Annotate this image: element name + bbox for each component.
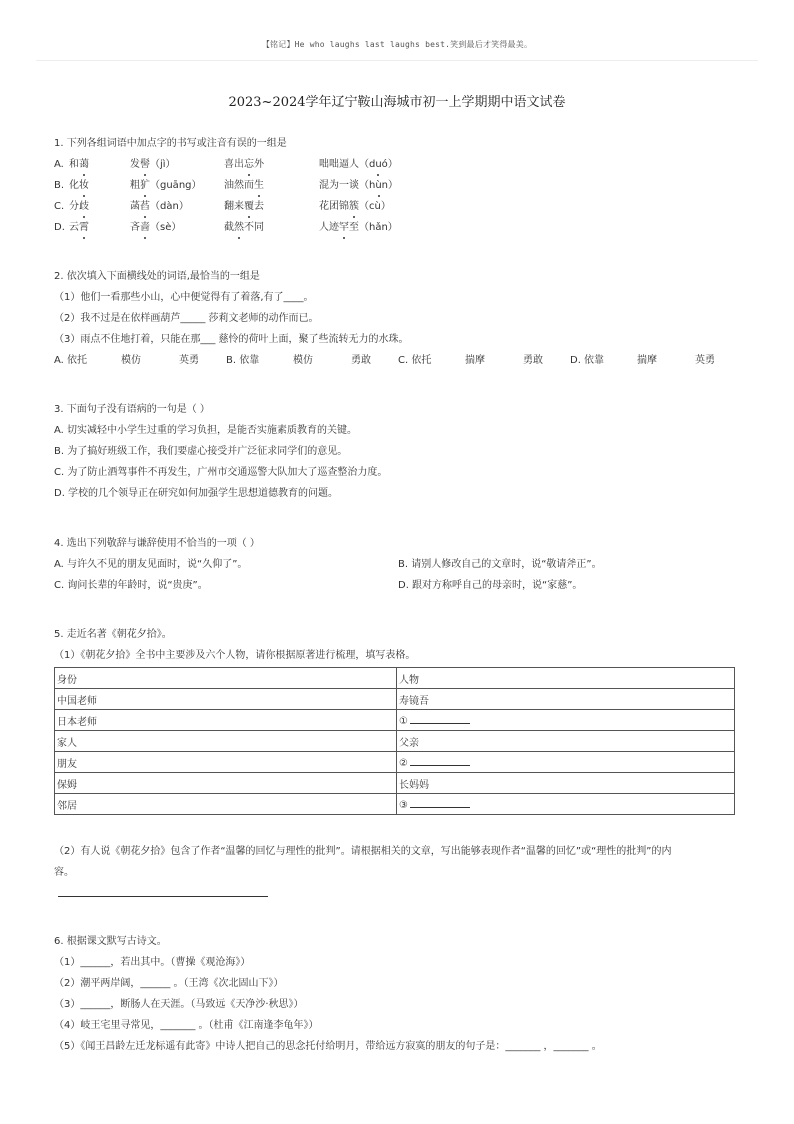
table-cell: 家人 <box>55 731 397 752</box>
dotted-character: 蔼 <box>79 159 89 170</box>
answer-blank[interactable] <box>410 756 470 766</box>
word-text: 花团锦 <box>319 201 349 212</box>
q6-line-1: （1）______，若出其中。（曹操《观沧海》） <box>54 957 251 968</box>
header-divider <box>36 60 758 61</box>
q5-part2-line1: （2）有人说《朝花夕拾》包含了作者“温馨的回忆与理性的批判”。请根据相关的文章，写出能够表现作者“温馨的回忆”或“理性的批判”的内 <box>54 846 672 857</box>
word-text: 粗 <box>130 180 140 191</box>
q1-option-label: A. <box>54 159 64 170</box>
q1-option-word <box>130 221 181 235</box>
q1-stem: 1. 下列各组词语中加点字的书写或注音有误的一组是 <box>54 138 287 149</box>
q6-stem: 6. 根据课文默写古诗文。 <box>54 936 167 947</box>
q1-option-word <box>69 221 89 235</box>
dotted-character: duó <box>369 159 388 170</box>
q2-line-2: （2）我不过是在依样画葫芦_____ 莎莉文老师的动作而已。 <box>54 313 319 324</box>
word-text: 喜出 <box>224 159 244 170</box>
table-cell-blank[interactable] <box>397 710 735 731</box>
word-text: 至（hǎn） <box>349 222 398 233</box>
q1-option-label: D. <box>54 222 65 233</box>
dotted-character: 忘 <box>244 159 254 170</box>
q1-option-word <box>319 179 398 193</box>
word-text: 混为一谈（ <box>319 180 369 191</box>
q1-option-word <box>224 221 264 235</box>
q3-option-a: A. 切实减轻中小学生过重的学习负担，是能否实施素质教育的关键。 <box>54 425 358 436</box>
q2-option-b-1: B. 依靠 <box>226 355 260 366</box>
table-row <box>55 710 735 731</box>
blank-marker: ③ <box>399 799 408 811</box>
q6-line-2: （2）潮平两岸阔，______ 。（王湾《次北固山下》） <box>54 978 284 989</box>
table-row <box>55 794 735 815</box>
q2-line-3: （3）雨点不住地打着，只能在那___ 慈怜的荷叶上面，聚了些流转无力的水珠。 <box>54 334 409 345</box>
table-cell: 保姆 <box>55 773 397 794</box>
word-text: 翻来 <box>224 201 244 212</box>
table-row <box>55 668 735 689</box>
q2-option-d-1: D. 依靠 <box>570 355 605 366</box>
table-cell: 身份 <box>55 668 397 689</box>
q1-option-word <box>69 200 89 214</box>
q1-option-word <box>224 200 264 214</box>
word-text: 外 <box>254 159 264 170</box>
q6-line-5: （5）《闻王昌龄左迁龙标遥有此寄》中诗人把自己的思念托付给明月，带给远方寂寞的朋友的句子是：_______ ，_______ 。 <box>54 1041 602 1052</box>
word-text: （jì） <box>150 159 176 170</box>
table-cell: 父亲 <box>397 731 735 752</box>
word-text: 不同 <box>244 222 264 233</box>
q2-option-a-1: A. 依托 <box>54 355 88 366</box>
dotted-character: 犷 <box>140 180 150 191</box>
q1-option-word <box>130 158 176 172</box>
answer-line[interactable] <box>58 896 268 897</box>
dotted-character: 簇 <box>349 201 359 212</box>
dotted-character: 覆 <box>244 201 254 212</box>
q2-option-b-3: 勇敢 <box>351 355 371 366</box>
q1-option-word <box>319 221 398 235</box>
table-cell: 日本老师 <box>55 710 397 731</box>
table-cell: 人物 <box>397 668 735 689</box>
q4-option-b: B. 请别人修改自己的文章时，说“敬请斧正”。 <box>398 559 602 570</box>
q1-option-word <box>130 200 189 214</box>
q1-option-label: C. <box>54 201 65 212</box>
q2-line-1: （1）他们一看那些小山，心中便觉得有了着落,有了____。 <box>54 292 314 303</box>
q2-option-d-2: 揣摩 <box>637 355 657 366</box>
table-cell-blank[interactable] <box>397 794 735 815</box>
q2-option-c-3: 勇敢 <box>523 355 543 366</box>
q3-option-b: B. 为了搞好班级工作，我们要虚心接受并广泛征求同学们的意见。 <box>54 446 348 457</box>
word-text: 菡 <box>130 201 140 212</box>
q1-option-word <box>224 158 264 172</box>
q2-option-c-2: 揣摩 <box>465 355 485 366</box>
answer-blank[interactable] <box>410 714 470 724</box>
q2-option-a-3: 英勇 <box>179 355 199 366</box>
q3-option-c: C. 为了防止酒驾事件不再发生，广州市交通巡警大队加大了巡查整治力度。 <box>54 467 388 478</box>
table-cell-blank[interactable] <box>397 752 735 773</box>
q2-option-a-2: 模仿 <box>121 355 141 366</box>
word-text: 人迹 <box>319 222 339 233</box>
q1-option-word <box>319 158 398 172</box>
dotted-character: 然 <box>234 222 244 233</box>
q5-part1: （1）《朝花夕拾》全书中主要涉及六个人物，请你根据原著进行梳理，填写表格。 <box>54 650 416 661</box>
table-row <box>55 752 735 773</box>
table-cell: 邻居 <box>55 794 397 815</box>
dotted-character: 罕 <box>339 222 349 233</box>
q4-option-c: C. 询问长辈的年龄时，说“贵庚”。 <box>54 580 208 591</box>
q3-stem: 3. 下面句子没有语病的一句是（ ） <box>54 404 210 415</box>
q6-line-3: （3）______，断肠人在天涯。（马致远《天净沙·秋思》） <box>54 999 304 1010</box>
word-text: （dàn） <box>150 201 189 212</box>
word-text: 油然而 <box>224 180 254 191</box>
q1-option-label: B. <box>54 180 65 191</box>
table-row <box>55 689 735 710</box>
word-text: 截 <box>224 222 234 233</box>
word-text: ） <box>387 159 398 170</box>
word-text: 化 <box>69 180 79 191</box>
q2-option-c-1: C. 依托 <box>398 355 432 366</box>
blank-marker: ① <box>399 715 408 727</box>
q4-stem: 4. 选出下列敬辞与谦辞使用不恰当的一项（ ） <box>54 538 260 549</box>
q1-option-word <box>319 200 391 214</box>
q4-option-a: A. 与许久不见的朋友见面时，说“久仰了”。 <box>54 559 248 570</box>
word-text: （guāng） <box>150 180 202 191</box>
q2-option-b-2: 模仿 <box>293 355 313 366</box>
q2-stem: 2. 依次填入下面横线处的词语,最恰当的一组是 <box>54 271 260 282</box>
dotted-character: 歧 <box>79 201 89 212</box>
table-row <box>55 731 735 752</box>
dotted-character: 啬 <box>140 222 150 233</box>
blank-marker: ② <box>399 757 408 769</box>
q3-option-d: D. 学校的几个领导正在研究如何加强学生思想道德教育的问题。 <box>54 488 339 499</box>
dotted-character: 妆 <box>79 180 89 191</box>
q4-option-d: D. 跟对方称呼自己的母亲时，说“家慈”。 <box>398 580 583 591</box>
q1-option-word <box>69 179 89 193</box>
q6-line-4: （4）岐王宅里寻常见，_______ 。（杜甫《江南逢李龟年》） <box>54 1020 319 1031</box>
table-cell: 中国老师 <box>55 689 397 710</box>
word-text: 分 <box>69 201 79 212</box>
page-title: 2023~2024学年辽宁鞍山海城市初一上学期期中语文试卷 <box>228 95 566 110</box>
q1-option-word <box>224 179 264 193</box>
table-cell: 长妈妈 <box>397 773 735 794</box>
q1-option-word <box>130 179 202 193</box>
word-text: 咄咄逼人（ <box>319 159 369 170</box>
q5-stem: 5. 走近名著《朝花夕拾》。 <box>54 629 172 640</box>
dotted-character: 髻 <box>140 159 150 170</box>
word-text: （cù） <box>359 201 391 212</box>
dotted-character: hùn <box>369 180 389 191</box>
answer-blank[interactable] <box>410 798 470 808</box>
character-table <box>54 667 735 815</box>
word-text: 云 <box>69 222 79 233</box>
q5-part2-line2: 容。 <box>54 867 74 878</box>
dotted-character: 萏 <box>140 201 150 212</box>
word-text: 吝 <box>130 222 140 233</box>
dotted-character: 霄 <box>79 222 89 233</box>
header-motto: 【铭记】He who laughs last laughs best.笑到最后才笑得最美。 <box>261 40 533 49</box>
word-text: （sè） <box>150 222 182 233</box>
word-text: 发 <box>130 159 140 170</box>
word-text: ） <box>388 180 399 191</box>
q2-option-d-3: 英勇 <box>695 355 715 366</box>
q1-option-word <box>69 158 89 172</box>
table-cell: 寿镜吾 <box>397 689 735 710</box>
word-text: 去 <box>254 201 264 212</box>
word-text: 和 <box>69 159 79 170</box>
table-row <box>55 773 735 794</box>
table-cell: 朋友 <box>55 752 397 773</box>
dotted-character: 生 <box>254 180 264 191</box>
